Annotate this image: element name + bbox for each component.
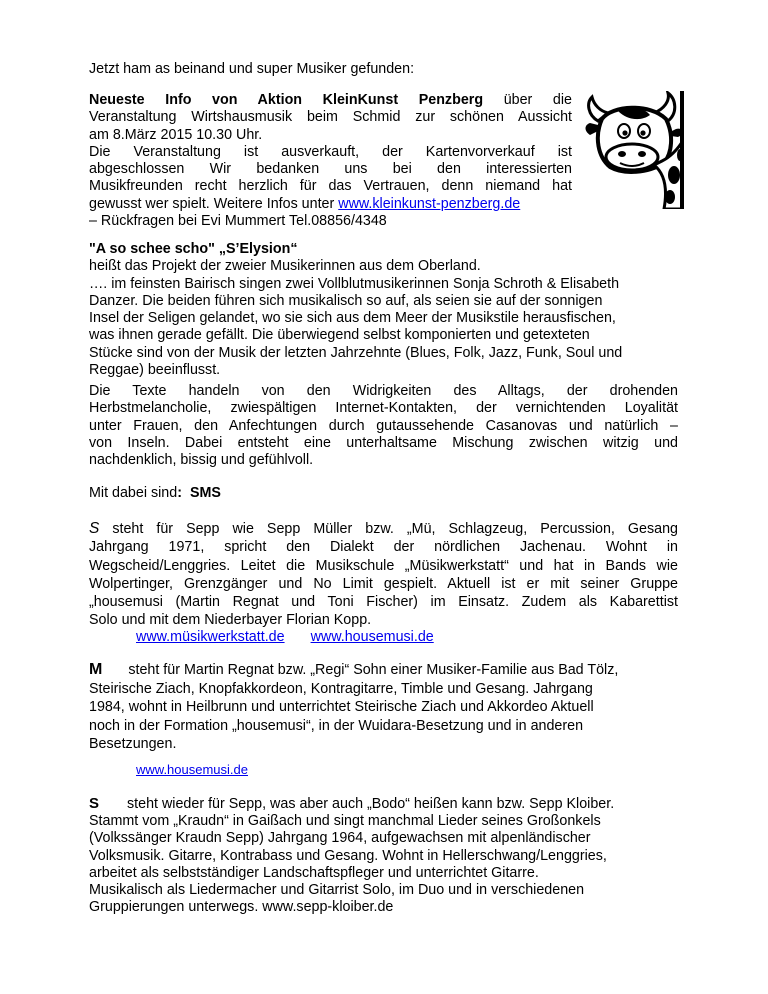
s1-links (136, 629, 725, 646)
elysion-title: "A so schee scho" „S’Elysion“ (89, 241, 298, 257)
s2-line: Gruppierungen unterwegs. www.sepp-kloiber.de (89, 899, 394, 916)
s2-letter: S (89, 795, 100, 812)
m-links (136, 761, 725, 778)
news-lead: Neueste Info von Aktion KleinKunst Penzberg (89, 92, 484, 108)
news-line-4: Die Veranstaltung ist ausverkauft, der Kartenvorverkauf ist (89, 143, 572, 160)
s2-line: arbeitet als selbstständiger Landschaftspfleger und unterrichtet Gitarre. (89, 864, 539, 881)
texte-line: unter Frauen, den Anfechtungen durch gutaussehende Casanovas und natürlich – (89, 417, 678, 434)
texte-line: von Inseln. Dabei entsteht eine unterhaltsame Mischung zwischen witzig und (89, 434, 678, 451)
news-line-8: – Rückfragen bei Evi Mummert Tel.08856/4348 (89, 213, 387, 230)
news-line-7: gewusst wer spielt. Weitere Infos unter www.kleinkunst-penzberg.de (89, 195, 521, 212)
sms-label: SMS (189, 485, 221, 501)
news-line-3: am 8.März 2015 10.30 Uhr. (89, 126, 263, 143)
s1-line-1: S steht für Sepp wie Sepp Müller bzw. „Mü, Schlagzeug, Percussion, Gesang (89, 520, 678, 537)
news-line-2: Veranstaltung Wirtshausmusik beim Schmid zur schönen Aussicht (89, 109, 572, 126)
texte-line: Herbstmelancholie, zwiespältigen Internet-Kontakten, der vernichtenden Loyalität (89, 400, 678, 417)
m-line: Steirische Ziach, Knopfakkordeon, Kontragitarre, Timble und Gesang. Jahrgang (89, 680, 593, 697)
texte-line: nachdenklich, bissig und gefühlvoll. (89, 452, 314, 469)
texte-block (89, 383, 678, 469)
m-letter: M (89, 661, 103, 678)
muesikwerkstatt-link[interactable]: www.müsikwerkstatt.de (136, 629, 285, 645)
m-line: noch in der Formation „housemusi“, in der Wuidara-Besetzung und in anderen (89, 717, 584, 734)
s1-line: Jahrgang 1971, spricht den Dialekt der nördlichen Jachenau. Wohnt in (89, 539, 678, 556)
elysion-line: Stücke sind von der Musik der letzten Jahrzehnte (Blues, Folk, Jazz, Funk, Soul und (89, 344, 623, 361)
s1-line: Wolpertinger, Grenzgänger und No Limit gespielt. Aktuell ist er mit seiner Gruppe (89, 575, 678, 592)
news-line-6: Musikfreunden recht herzlich für das Vertrauen, denn niemand hat (89, 178, 572, 195)
s1-letter: S (89, 520, 100, 537)
dabei-line: Mit dabei sind: SMS (89, 485, 221, 501)
s2-line: Stammt vom „Kraudn“ in Gaißach und singt manchmal Lieder seines Großonkels (89, 813, 601, 830)
housemusi-link[interactable]: www.housemusi.de (310, 629, 434, 645)
s1-line: Solo und mit dem Niederbayer Florian Kopp. (89, 612, 372, 629)
s1-line: „housemusi (Martin Regnat und Toni Fischer) im Einsatz. Zudem als Kabarettist (89, 594, 678, 611)
elysion-line: Danzer. Die beiden führen sich musikalisch so auf, als seien sie auf der sonnigen (89, 292, 603, 309)
intro-text: Jetzt ham as beinand und super Musiker gefunden: (89, 61, 415, 77)
m-line: Besetzungen. (89, 736, 177, 753)
elysion-line: was ihnen gerade gefällt. Die überwiegend selbst komponierten und getexteten (89, 327, 590, 344)
cow-illustration (584, 91, 684, 209)
m-block (89, 661, 678, 754)
elysion-line: heißt das Projekt der zweier Musikerinnen aus dem Oberland. (89, 258, 481, 275)
elysion-line: …. im feinsten Bairisch singen zwei Vollblutmusikerinnen Sonja Schroth & Elisabeth (89, 275, 620, 292)
s2-line: (Volkssänger Kraudn Sepp) Jahrgang 1964, aufgewachsen mit alpenländischer (89, 830, 591, 847)
m-line: 1984, wohnt in Heilbrunn und unterrichtet Steirische Ziach und Akkordeo Aktuell (89, 699, 594, 716)
texte-line: Die Texte handeln von den Widrigkeiten des Alltags, der drohenden (89, 383, 678, 399)
s1-block (89, 520, 678, 630)
m-line-1: M steht für Martin Regnat bzw. „Regi“ Sohn einer Musiker-Familie aus Bad Tölz, (89, 661, 619, 678)
news-line-5: abgeschlossen Wir bedanken uns bei den interessierten (89, 161, 572, 178)
elysion-line: Reggae) beeinflusst. (89, 362, 221, 379)
s1-line: Wegscheid/Lenggries. Leitet die Musikschule „Müsikwerkstatt“ und hat in Bands wie (89, 557, 678, 574)
s2-block (89, 795, 678, 916)
news-block (89, 92, 572, 230)
s2-line: Volksmusik. Gitarre, Kontrabass und Gesang. Wohnt in Hellerschwang/Lenggries, (89, 847, 607, 864)
s2-line-1: S steht wieder für Sepp, was aber auch „Bodo“ heißen kann bzw. Sepp Kloiber. (89, 795, 615, 812)
elysion-block (89, 241, 678, 379)
s2-line: Musikalisch als Liedermacher und Gitarrist Solo, im Duo und in verschiedenen (89, 882, 585, 899)
elysion-line: Insel der Seligen gelandet, wo sie sich aus dem Meer der Musikstile herausfischen, (89, 310, 616, 327)
kleinkunst-link[interactable]: www.kleinkunst-penzberg.de (338, 195, 521, 212)
news-line-1: Neueste Info von Aktion KleinKunst Penzberg über die (89, 92, 573, 108)
housemusi-link-2[interactable]: www.housemusi.de (136, 762, 248, 777)
